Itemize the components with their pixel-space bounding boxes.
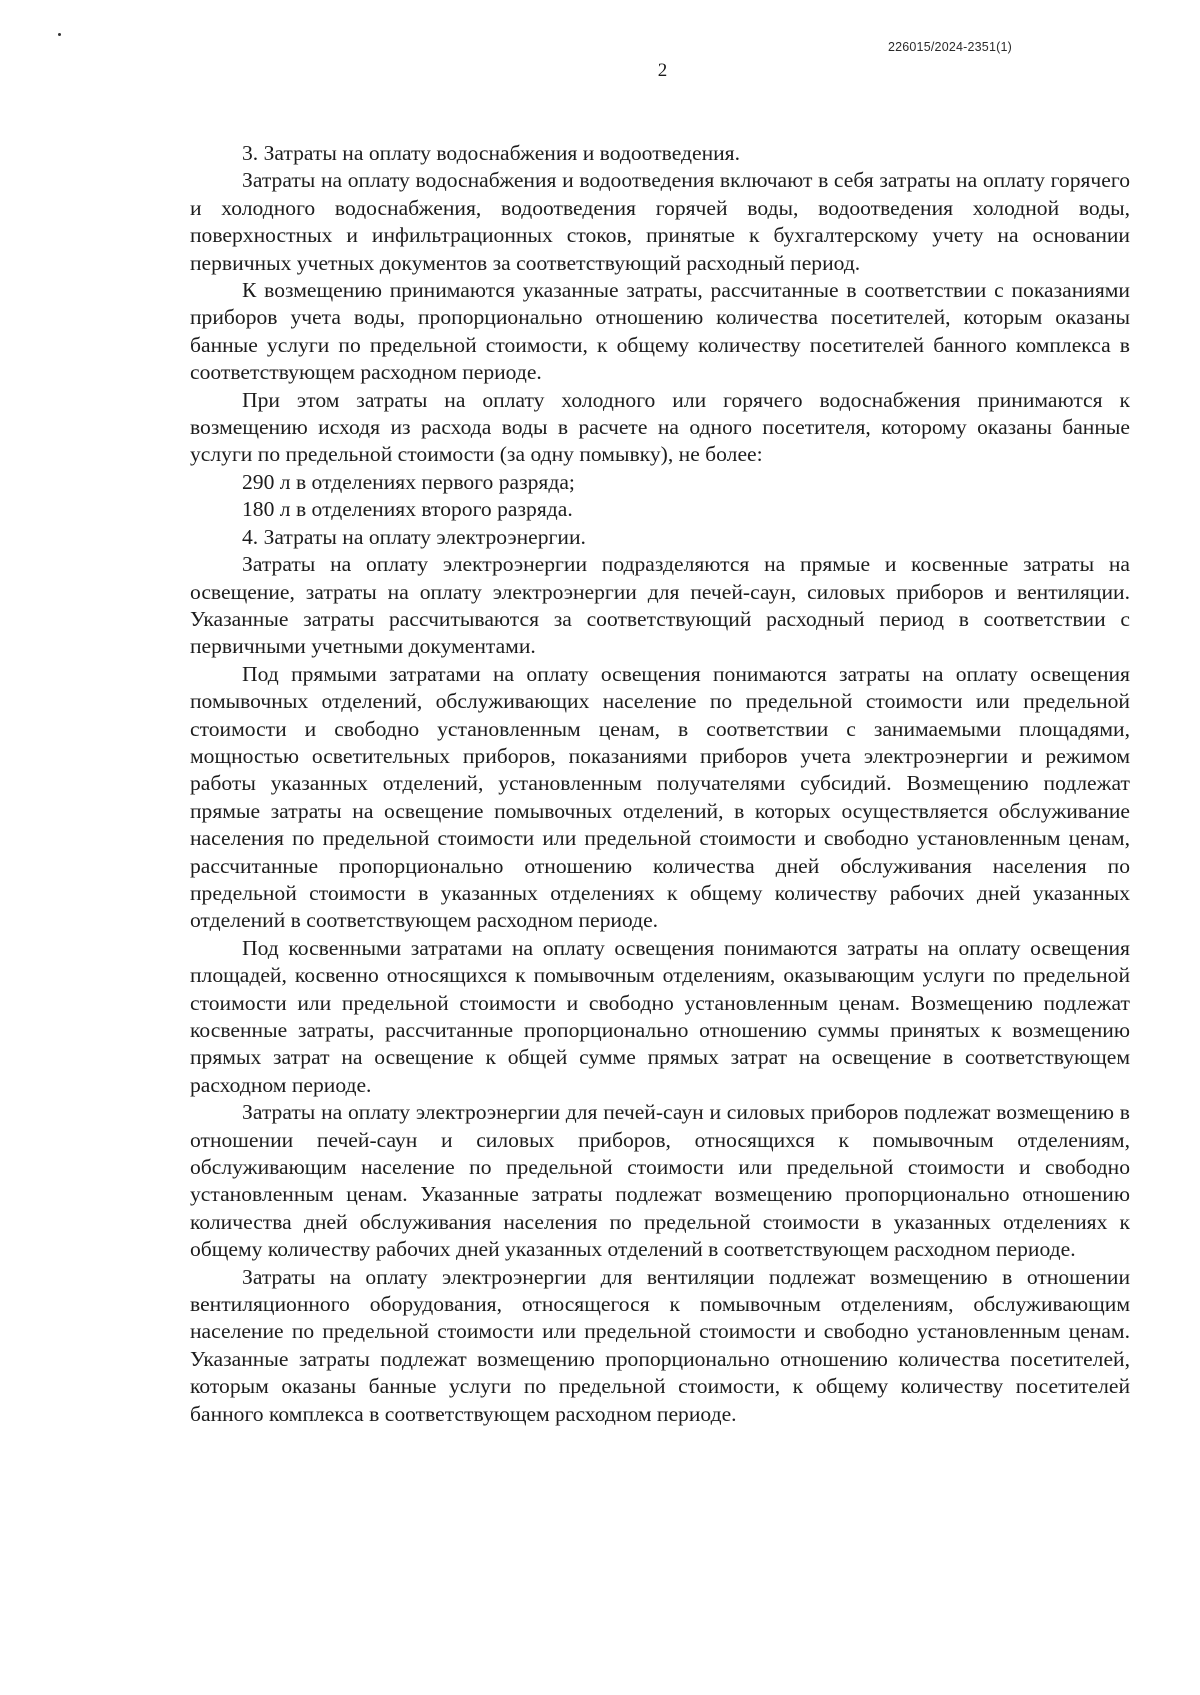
list-item-second-category: 180 л в отделениях второго разряда.	[242, 497, 573, 522]
paragraph-water-costs-definition: Затраты на оплату водоснабжения и водоотведения включают в себя затраты на оплату горячего и холодного водоснабжения, водоотведения горячей воды, водоотведения холодной воды, поверхностных и инфильтрационных стоков, принятые к бухгалтерскому учету на основании первичных учетных документов за соответствующий расходный период.	[190, 168, 1130, 275]
document-body	[190, 140, 1130, 1428]
paragraph-electricity-costs-definition: Затраты на оплату электроэнергии подразделяются на прямые и косвенные затраты на освещение, затраты на оплату электроэнергии для печей-саун, силовых приборов и вентиляции. Указанные затраты рассчитываются за соответствующий расходный период в соответствии с первичными учетными документами.	[190, 552, 1130, 659]
section-heading-water: 3. Затраты на оплату водоснабжения и водоотведения.	[242, 141, 741, 165]
paragraph-ventilation-costs: Затраты на оплату электроэнергии для вентиляции подлежат возмещению в отношении вентиляционного оборудования, относящегося к помывочным отделениям, обслуживающим население по предельной стоимости или предельной стоимости и свободно установленным ценам. Указанные затраты подлежат возмещению пропорционально отношению количества посетителей, которым оказаны банные услуги по предельной стоимости, к общему количеству посетителей банного комплекса в соответствующем расходном периоде.	[190, 1264, 1130, 1426]
scan-speck	[58, 33, 61, 36]
page-number: 2	[657, 60, 668, 81]
list-item-first-category: 290 л в отделениях первого разряда;	[242, 469, 575, 494]
paragraph-indirect-lighting-costs: Под косвенными затратами на оплату освещения понимаются затраты на оплату освещения площадей, косвенно относящихся к помывочным отделениям, оказывающим услуги по предельной стоимости или предельной стоимости и свободно установленным ценам. Возмещению подлежат косвенные затраты, рассчитанные пропорционально отношению суммы принятых к возмещению прямых затрат на освещение к общей сумме прямых затрат на освещение в соответствующем расходном периоде.	[190, 935, 1130, 1097]
document-registration-number: 226015/2024-2351(1)	[887, 40, 1012, 54]
paragraph-direct-lighting-costs: Под прямыми затратами на оплату освещения понимаются затраты на оплату освещения помывочных отделений, обслуживающих население по предельной стоимости или предельной стоимости и свободно установленным ценам, в соответствии с занимаемыми площадями, мощностью осветительных приборов, показаниями приборов учета электроэнергии и режимом работы указанных отделений, установленным получателями субсидий. Возмещению подлежат прямые затраты на освещение помывочных отделений, в которых осуществляется обслуживание населения по предельной стоимости или предельной стоимости и свободно установленным ценам, рассчитанные пропорционально отношению количества дней обслуживания населения по предельной стоимости в указанных отделениях к общему количеству рабочих дней указанных отделений в соответствующем расходном периоде.	[190, 661, 1130, 933]
paragraph-sauna-power-costs: Затраты на оплату электроэнергии для печей-саун и силовых приборов подлежат возмещению в отношении печей-саун и силовых приборов, относящихся к помывочным отделениям, обслуживающим население по предельной стоимости или предельной стоимости и свободно установленным ценам. Указанные затраты подлежат возмещению пропорционально отношению количества дней обслуживания населения по предельной стоимости в указанных отделениях к общему количеству рабочих дней указанных отделений в соответствующем расходном периоде.	[190, 1100, 1130, 1262]
paragraph-water-limits: При этом затраты на оплату холодного или горячего водоснабжения принимаются к возмещению исходя из расхода воды в расчете на одного посетителя, которому оказаны банные услуги по предельной стоимости (за одну помывку), не более:	[190, 387, 1130, 467]
section-heading-electricity: 4. Затраты на оплату электроэнергии.	[242, 524, 586, 549]
paragraph-water-reimbursement: К возмещению принимаются указанные затраты, рассчитанные в соответствии с показаниями приборов учета воды, пропорционально отношению количества посетителей, которым оказаны банные услуги по предельной стоимости, к общему количеству посетителей банного комплекса в соответствующем расходном периоде.	[190, 278, 1130, 385]
